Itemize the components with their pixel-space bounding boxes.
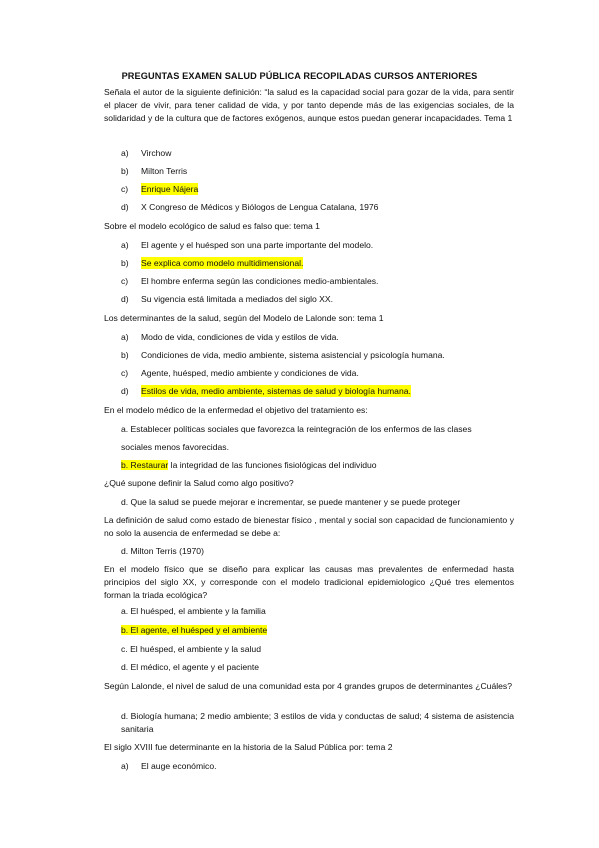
question-4-text: En el modelo médico de la enfermedad el objetivo del tratamiento es: [104,405,368,415]
document-title: PREGUNTAS EXAMEN SALUD PÚBLICA RECOPILADAS CURSOS ANTERIORES [121,71,478,81]
question-4-option-a-line1: a. Establecer políticas sociales que favorezca la reintegración de los enfermos de las clases [121,424,472,434]
question-7-option-c: c. El huésped, el ambiente y la salud [121,644,261,654]
question-6-text: La definición de salud como estado de bienestar físico , mental y social son capacidad de funcionamiento y no solo la ausencia de enfermedad se debe a: [104,515,514,539]
highlighted-answer: b. El agente, el huésped y el ambiente [121,625,268,635]
question-4-option-a-line2: sociales menos favorecidas. [121,442,229,452]
question-7-option-b [121,624,267,636]
highlighted-answer: Estilos de vida, medio ambiente, sistemas de salud y biología humana. [141,386,411,396]
question-4-option-b: b. Restaurar la integridad de las funciones fisiológicas del individuo [121,460,377,470]
question-7-text: En el modelo físico que se diseño para explicar las causas mas prevalentes de enfermedad hasta principios del siglo XX, y corresponde con el modelo tradicional epidemiologico ¿Qué tres elementos forman la triada ecológica? [104,564,514,601]
question-2-text: Sobre el modelo ecológico de salud es falso que: tema 1 [104,221,320,231]
question-8-answer: d. Biología humana; 2 medio ambiente; 3 estilos de vida y conductas de salud; 4 sistema de asistencia sanitaria [121,711,514,735]
highlighted-answer: b. Restaurar [121,460,169,470]
question-3-text: Los determinantes de la salud, según del Modelo de Lalonde son: tema 1 [104,313,384,323]
question-5-answer: d. Que la salud se puede mejorar e incrementar, se puede mantener y se puede proteger [121,497,461,507]
document-page: PREGUNTAS EXAMEN SALUD PÚBLICA RECOPILADAS CURSOS ANTERIORES Señala el autor de la siguiente definición: “la salud es la capacidad social para gozar de la vida, para sentir el placer de vivir, para tener calidad de vida, y por tanto depende más de las exigencias sociales, de la solidaridad y de la cultura que de factores exógenos, aunque estos puedan generar incapacidades. Tema 1 a) Virchow b) Milton Terris c) Enrique Nájera d) X Congreso de Médicos y Biólogos de Lengua Catalana, 1976 Sobre el modelo ecológico de salud es falso que: tema 1 a) El agente y el huésped son una parte importante del modelo. b) Se explica como modelo multidimensional. c) El hombre enferma según las condiciones medio-ambientales. d) Su vigencia está limitada a mediados del siglo XX. Los determinantes de la salud, según del Modelo de Lalonde son: tema 1 a) Modo de vida, condiciones de vida y estilos de vida. b) Condiciones de vida, medio ambiente, sistema asistencial y psicología humana. c) Agente, huésped, medio ambiente y condiciones de vida. d) Estilos de vida, medio ambiente, sistemas de salud y biología humana. En el modelo médico de la enfermedad el objetivo del tratamiento es: a. Establecer políticas sociales que favorezca la reintegración de los enfermos de las clases sociales menos favorecidas. b. Restaurar la integridad de las funciones fisiológicas del individuo ¿Qué supone definir la Salud como algo positivo? d. Que la salud se puede mejorar e incrementar, se puede mantener y se puede proteger La definición de salud como estado de bienestar físico , mental y social son capacidad de funcionamiento y no solo la ausencia de enfermedad se debe a: d. Milton Terris (1970) En el modelo físico que se diseño para explicar las causas mas prevalentes de enfermedad hasta principios del siglo XX, y corresponde con el modelo tradicional epidemiologico ¿Qué tres elementos forman la triada ecológica? a. El huésped, el ambiente y la familia b. El agente, el huésped y el ambiente c. El huésped, el ambiente y la salud d. El médico, el agente y el paciente Según Lalonde, el nivel de salud de una comunidad esta por 4 grandes grupos de determinantes ¿Cuáles? d. Biología humana; 2 medio ambiente; 3 estilos de vida y conductas de salud; 4 sistema de asistencia sanitaria El siglo XVIII fue determinante en la historia de la Salud Pública por: tema 2 a) El auge económico. [0,0,599,848]
highlighted-answer: Se explica como modelo multidimensional. [141,258,304,268]
question-5-text: ¿Qué supone definir la Salud como algo positivo? [104,478,294,488]
question-6-answer: d. Milton Terris (1970) [121,546,204,556]
question-9-text: El siglo XVIII fue determinante en la historia de la Salud Pública por: tema 2 [104,742,393,752]
question-7-option-a: a. El huésped, el ambiente y la familia [121,606,266,616]
question-1-text: Señala el autor de la siguiente definición: “la salud es la capacidad social para gozar de la vida, para sentir el placer de vivir, para tener calidad de vida, y por tanto depende más de las exigencias sociales, de la solidaridad y de la cultura que de factores exógenos, aunque estos puedan generar incapacidades. Tema 1 [104,87,514,124]
highlighted-answer: Enrique Nájera [141,184,199,194]
question-7-option-d: d. El médico, el agente y el paciente [121,662,260,672]
question-8-text: Según Lalonde, el nivel de salud de una comunidad esta por 4 grandes grupos de determinantes ¿Cuáles? [104,681,513,691]
